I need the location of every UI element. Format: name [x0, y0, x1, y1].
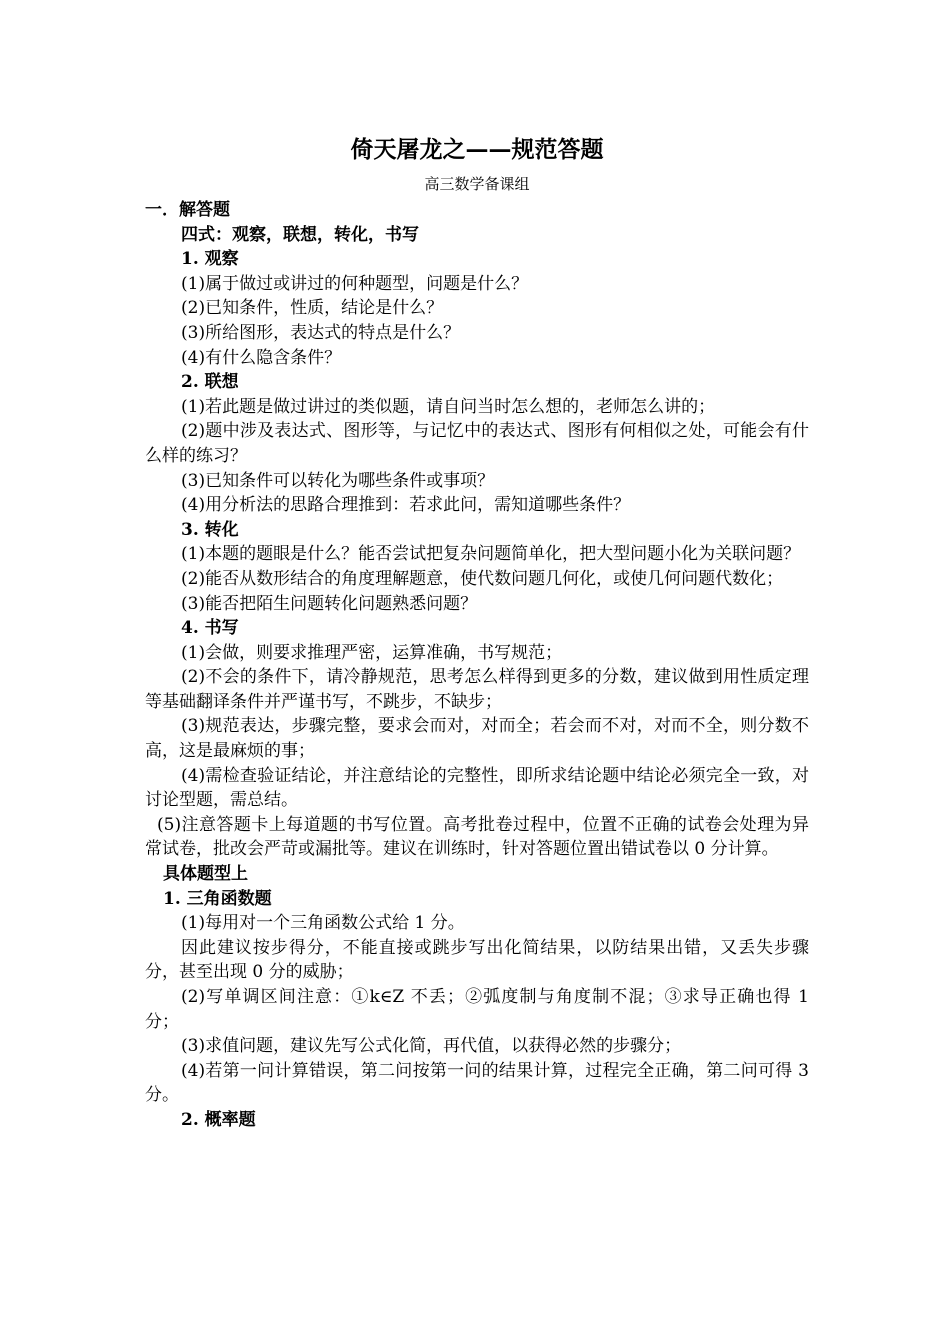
- paragraph: (1)会做，则要求推理严密，运算准确，书写规范；: [181, 642, 563, 663]
- paragraph: 具体题型上: [163, 864, 248, 885]
- paragraph: (4)若第一问计算错误，第二问按第一问的结果计算，过程完全正确，第二问可得 3 分。: [145, 1060, 809, 1106]
- paragraph: (5)注意答题卡上每道题的书写位置。高考批卷过程中，位置不正确的试卷会处理为异常试卷，批改会严苛或漏批等。建议在训练时，针对答题位置出错试卷以 0 分计算。: [145, 814, 809, 860]
- document-page: [145, 130, 809, 1133]
- paragraph: 因此建议按步得分，不能直接或跳步写出化简结果，以防结果出错，又丢失步骤分，甚至出现 0 分的威胁；: [145, 937, 809, 983]
- paragraph: (3)已知条件可以转化为哪些条件或事项？: [181, 470, 495, 491]
- paragraph: 2. 概率题: [181, 1109, 256, 1130]
- paragraph: 4. 书写: [181, 618, 239, 639]
- paragraph: (2)题中涉及表达式、图形等，与记忆中的表达式、图形有何相似之处，可能会有什么样的练习？: [145, 421, 809, 466]
- paragraph: (1)属于做过或讲过的何种题型，问题是什么？: [181, 273, 529, 294]
- paragraph: (3)求值问题，建议先写公式化简，再代值，以获得必然的步骤分；: [181, 1036, 682, 1057]
- document-title: 倚天屠龙之——规范答题: [350, 136, 604, 163]
- paragraph: 2. 联想: [181, 372, 239, 393]
- paragraph: (2)写单调区间注意：①k∈Z 不丢；②弧度制与角度制不混；③求导正确也得 1 分；: [145, 987, 809, 1032]
- document-subtitle: 高三数学备课组: [424, 175, 530, 193]
- paragraph: (4)需检查验证结论，并注意结论的完整性，即所求结论题中结论必须完全一致，对讨论型题，需总结。: [145, 765, 809, 811]
- paragraph: (2)不会的条件下，请冷静规范，思考怎么样得到更多的分数，建议做到用性质定理等基础翻译条件并严谨书写，不跳步，不缺步；: [145, 667, 809, 712]
- paragraph: (3)所给图形，表达式的特点是什么？: [181, 322, 461, 343]
- paragraph: (3)规范表达，步骤完整，要求会而对，对而全；若会而不对，对而不全，则分数不高，这是最麻烦的事；: [145, 716, 809, 762]
- paragraph: (2)已知条件，性质，结论是什么？: [181, 298, 444, 319]
- paragraph: (1)每用对一个三角函数公式给 1 分。: [181, 913, 465, 934]
- paragraph: (1)若此题是做过讲过的类似题，请自问当时怎么想的，老师怎么讲的；: [181, 396, 716, 417]
- paragraph: (4)用分析法的思路合理推到：若求此问，需知道哪些条件？: [181, 495, 631, 516]
- paragraph: 四式：观察，联想，转化，书写: [181, 224, 419, 245]
- paragraph: 一．解答题: [145, 200, 230, 220]
- paragraph: (2)能否从数形结合的角度理解题意，使代数问题几何化，或使几何问题代数化；: [181, 568, 784, 589]
- paragraph: (1)本题的题眼是什么？能否尝试把复杂问题简单化，把大型问题小化为关联问题？: [181, 544, 801, 565]
- paragraph: (3)能否把陌生问题转化问题熟悉问题？: [181, 593, 478, 614]
- paragraph: 3. 转化: [181, 519, 239, 540]
- paragraph: 1. 三角函数题: [163, 888, 272, 909]
- paragraph: 1. 观察: [181, 249, 239, 270]
- paragraph: (4)有什么隐含条件？: [181, 347, 342, 368]
- document-body: [145, 198, 809, 1133]
